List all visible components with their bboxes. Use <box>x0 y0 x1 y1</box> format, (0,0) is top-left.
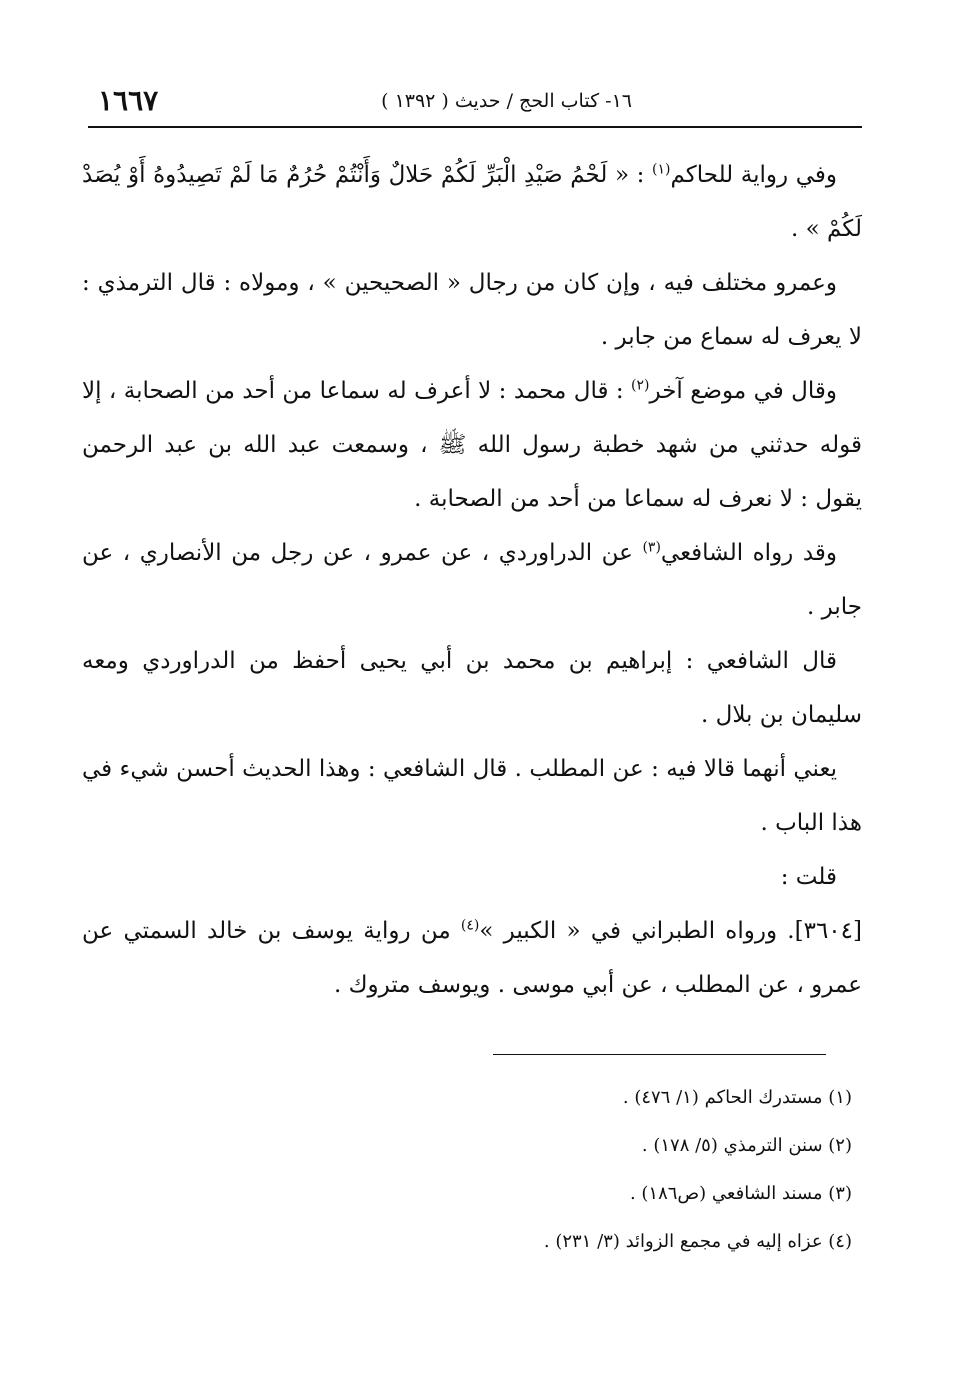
paragraph-hadith-3604 <box>82 904 862 1012</box>
paragraph-text: وفي رواية للحاكم <box>670 162 837 188</box>
paragraph-explanation: يعني أنهما قالا فيه : عن المطلب . قال الشافعي : وهذا الحديث أحسن شيء في هذا الباب . <box>82 756 862 836</box>
footnote-ref-4: (٤) <box>460 917 480 934</box>
footnote-ref-3: (٣) <box>642 539 661 556</box>
footnote-ref-2: (٢) <box>631 377 650 394</box>
footnote-4: (٤) عزاه إليه في مجمع الزوائد (٣/ ٢٣١) . <box>543 1231 852 1252</box>
paragraph-text: وقد رواه الشافعي <box>660 540 837 566</box>
footnotes <box>292 1078 852 1270</box>
running-title: ١٦- كتاب الحج / حديث ( ١٣٩٢ ) <box>381 90 632 112</box>
body-text <box>82 148 862 1012</box>
footnote-3: (٣) مسند الشافعي (ص١٨٦) . <box>629 1183 852 1204</box>
hadith-quote: : « لَحْمُ صَيْدِ الْبَرِّ لَكُمْ حَلالٌ وَأَنْتُمْ حُرُمٌ مَا لَمْ تَصِيدُوهُ أَوْ يُصَدْ لَكُمْ » . <box>82 162 862 242</box>
footnote-divider <box>493 1054 826 1055</box>
paragraph-text: من رواية يوسف بن خالد السمتي عن عمرو ، عن المطلب ، عن أبي موسى . ويوسف متروك . <box>82 918 862 998</box>
paragraph-text: وقال في موضع آخر <box>649 378 837 404</box>
paragraph-qultu: قلت : <box>780 864 837 890</box>
paragraph-shafii-statement: قال الشافعي : إبراهيم بن محمد بن أبي يحيى أحفظ من الدراوردي ومعه سليمان بن بلال . <box>82 648 862 728</box>
paragraph-tirmidhi <box>82 364 862 526</box>
footnote-1: (١) مستدرك الحاكم (١/ ٤٧٦) . <box>622 1087 852 1108</box>
paragraph-text: : قال محمد : لا أعرف له سماعا من أحد من الصحابة ، إلا قوله حدثني من شهد خطبة رسول الله ﷺ ، وسمعت عبد الله بن عبد الرحمن يقول : لا نعرف له سماعا من أحد من الصحابة . <box>82 378 862 512</box>
paragraph-hakim-narration <box>82 148 862 256</box>
hadith-number: [٣٦٠٤] <box>794 918 862 944</box>
footnote-2: (٢) سنن الترمذي (٥/ ١٧٨) . <box>641 1135 852 1156</box>
paragraph-text: عن الدراوردي ، عن عمرو ، عن رجل من الأنصاري ، عن جابر . <box>82 540 862 620</box>
paragraph-shafii-narration <box>82 526 862 634</box>
paragraph-amr: وعمرو مختلف فيه ، وإن كان من رجال « الصحيحين » ، ومولاه : قال الترمذي : لا يعرف له سماع من جابر . <box>82 270 862 350</box>
paragraph-text: . ورواه الطبراني في « الكبير » <box>479 918 795 944</box>
page-number: ١٦٦٧ <box>98 84 159 117</box>
page-header <box>88 80 862 128</box>
footnote-ref-1: (١) <box>651 161 671 178</box>
